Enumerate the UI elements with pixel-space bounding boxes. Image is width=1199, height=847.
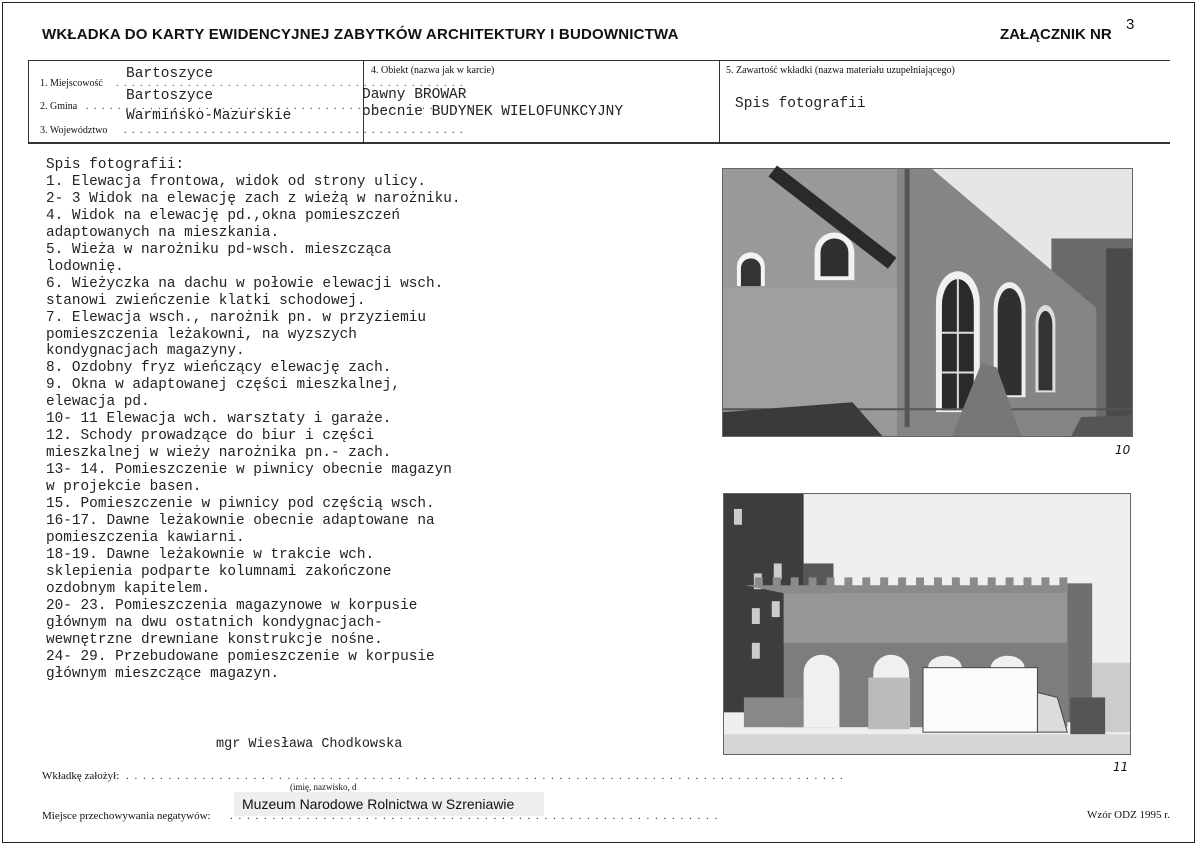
header-top-rule <box>28 60 1170 61</box>
list-item: 16-17. Dawne leżakownie obecnie adaptowane na <box>46 513 435 530</box>
list-item: sklepienia podparte kolumnami zakończone <box>46 563 392 580</box>
header-left-rule <box>28 60 29 142</box>
list-item: 9. Okna w adaptowanej części mieszkalnej, <box>46 377 401 394</box>
photo-list-heading: Spis fotografii: <box>46 157 185 173</box>
locality-dots: . . . . . . . . . . . . . . . . . . . . . . . . . . . . . . . . . . . . . . . . . . . . <box>116 78 464 89</box>
negatives-location-stamp: Muzeum Narodowe Rolnictwa w Szreniawie <box>234 792 544 816</box>
list-item: w projekcie basen. <box>46 479 202 496</box>
list-item: kondygnacjach magazyny. <box>46 343 245 360</box>
list-item: wewnętrzne drewniane konstrukcje nośne. <box>46 631 383 648</box>
list-item: adaptowanych na mieszkania. <box>46 224 280 241</box>
list-item: 13- 14. Pomieszczenie w piwnicy obecnie magazyn <box>46 462 452 479</box>
contents-value: Spis fotografii <box>735 96 866 112</box>
list-item: głównym na dwu ostatnich kondygnacjach- <box>46 614 383 631</box>
annex-label: ZAŁĄCZNIK NR <box>1000 26 1112 43</box>
list-item: 2- 3 Widok na elewację zach z wieżą w narożniku. <box>46 190 461 207</box>
voivodeship-label: 3. Województwo <box>40 125 108 136</box>
list-item: ozdobnym kapitelem. <box>46 580 211 597</box>
list-item: 18-19. Dawne leżakownie w trakcie wch. <box>46 546 375 563</box>
list-item: elewacja pd. <box>46 394 150 411</box>
list-item: 7. Elewacja wsch., narożnik pn. w przyziemiu <box>46 309 426 326</box>
photo-number-11: 11 <box>1113 760 1129 774</box>
list-item: 20- 23. Pomieszczenia magazynowe w korpusie <box>46 597 418 614</box>
object-label: 4. Obiekt (nazwa jak w karcie) <box>371 65 495 76</box>
building-facade-photo <box>722 168 1133 437</box>
list-item: 24- 29. Przebudowane pomieszczenie w korpusie <box>46 648 435 665</box>
name-hint: (imię, nazwisko, d <box>290 782 357 792</box>
commune-dots: . . . . . . . . . . . . . . . . . . . . . . . . . . . . . . . . . . . . . . . . . . . . . . . . . <box>86 101 474 112</box>
building-courtyard-photo <box>723 493 1131 755</box>
list-item: 15. Pomieszczenie w piwnicy pod częścią wsch. <box>46 496 435 513</box>
list-item: 12. Schody prowadzące do biur i części <box>46 428 375 445</box>
list-item: 1. Elewacja frontowa, widok od strony ulicy. <box>46 173 426 190</box>
form-version: Wzór ODZ 1995 r. <box>1087 809 1171 821</box>
list-item: głównym mieszczące magazyn. <box>46 665 280 682</box>
locality-value: Bartoszyce <box>126 66 214 82</box>
list-item: 10- 11 Elewacja wch. warsztaty i garaże. <box>46 411 392 428</box>
list-item: lodownię. <box>46 258 124 275</box>
contents-label: 5. Zawartość wkładki (nazwa materiału uzupełniającego) <box>726 65 955 76</box>
photo-number-10: 10 <box>1115 443 1131 457</box>
header-divider-2 <box>719 60 720 142</box>
photo-list <box>46 157 461 683</box>
object-line-1: Dawny BROWAR <box>362 87 467 103</box>
voivodeship-value: Warmińsko-Mazurskie <box>126 108 292 124</box>
list-item: mieszkalnej w wieży narożnika pn.- zach. <box>46 445 392 462</box>
created-by-dots: . . . . . . . . . . . . . . . . . . . . . . . . . . . . . . . . . . . . . . . . . . . . . . . . . . . . . . . . . . . . . . . . . . . . . . . . . . . . . . . . . . . . . <box>126 770 845 782</box>
list-item: stanowi zwieńczenie klatki schodowej. <box>46 292 366 309</box>
list-item: pomieszczenia kawiarni. <box>46 529 245 546</box>
list-item: 4. Widok na elewację pd.,okna pomieszczeń <box>46 207 401 224</box>
commune-value: Bartoszyce <box>126 88 214 104</box>
list-item: 6. Wieżyczka na dachu w połowie elewacji wsch. <box>46 275 444 292</box>
list-item: pomieszczenia leżakowni, na wyzszych <box>46 326 357 343</box>
author-name: mgr Wiesława Chodkowska <box>216 737 403 752</box>
negatives-label: Miejsce przechowywania negatywów: <box>42 810 211 822</box>
voivodeship-dots: . . . . . . . . . . . . . . . . . . . . . . . . . . . . . . . . . . . . . . . . . . . <box>124 125 464 136</box>
locality-label: 1. Miejscowość <box>40 78 103 89</box>
header-bottom-rule <box>28 142 1170 144</box>
negatives-dots: . . . . . . . . . . . . . . . . . . . . . . . . . . . . . . . . . . . . . . . . . . . . . . . . . . . . . . . . . . <box>230 810 719 822</box>
list-item: 8. Ozdobny fryz wieńczący elewację zach. <box>46 360 392 377</box>
form-title: WKŁADKA DO KARTY EWIDENCYJNEJ ZABYTKÓW ARCHITEKTURY I BUDOWNICTWA <box>42 26 679 43</box>
list-item: 5. Wieża w narożniku pd-wsch. mieszcząca <box>46 241 392 258</box>
commune-label: 2. Gmina <box>40 101 78 112</box>
created-by-label: Wkładkę założył: <box>42 770 120 782</box>
annex-number: 3 <box>1126 16 1135 33</box>
object-line-2: obecnie BUDYNEK WIELOFUNKCYJNY <box>362 104 624 120</box>
